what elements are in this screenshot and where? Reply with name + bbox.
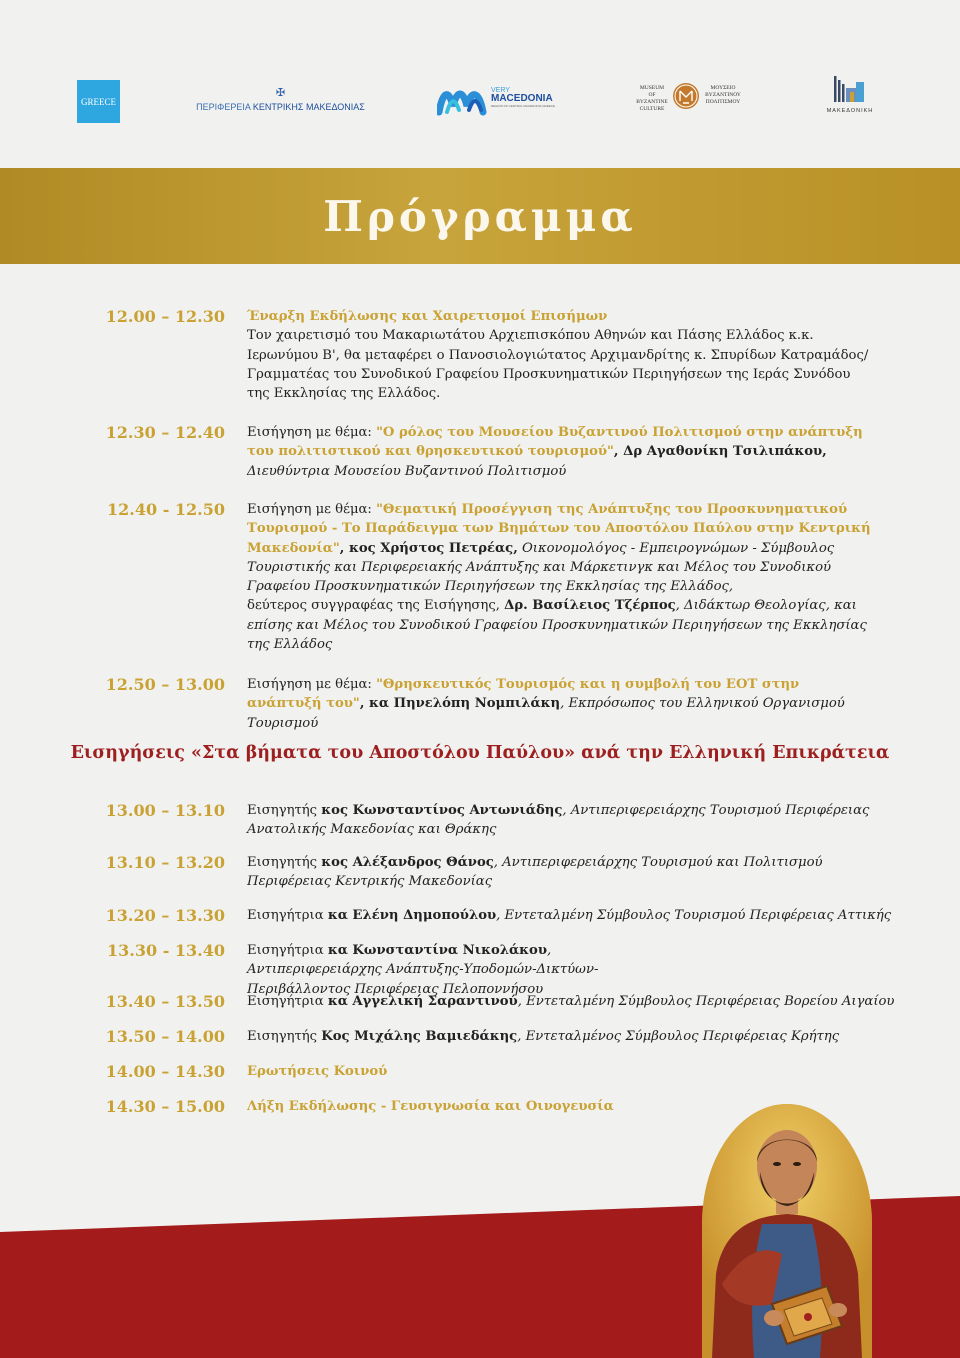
region-emblem-icon: ✠ (275, 87, 286, 99)
schedule-description (247, 1027, 872, 1046)
museum-gr-line2: ΒΥΖΑΝΤΙΝΟΥ (705, 91, 741, 98)
museum-en-line3: CULTURE (639, 105, 665, 112)
apostle-paul-icon (702, 1104, 872, 1358)
schedule-intro: Εισηγήτρια (247, 943, 328, 958)
schedule-description (247, 423, 872, 481)
museum-en-line2: OF BYZANTINE (636, 91, 668, 105)
schedule-speaker: , Δρ Αγαθονίκη Τσιλιπάκου, (613, 444, 827, 460)
museum-seal-icon (673, 83, 699, 109)
schedule-role: , Αντιπεριφερειάρχης Ανάπτυξης-Υποδομών-Δικτύων-Περιβάλλοντος Περιφέρειας Πελοποννήσου (247, 943, 599, 997)
very-macedonia-logo (437, 84, 567, 118)
schedule-role: , Εντεταλμένη Σύμβουλος Τουρισμού Περιφέρειας Αττικής (496, 908, 892, 923)
schedule-role: , Εντεταλμένη Σύμβουλος Περιφέρειας Βορείου Αιγαίου (517, 994, 895, 1009)
schedule-intro: Εισήγηση με θέμα: (247, 425, 377, 440)
very-macedonia-line3: REGION OF CENTRAL MACEDONIA GREECE (491, 103, 555, 108)
schedule-intro: Εισηγητής (247, 855, 322, 870)
greece-logo (77, 80, 120, 123)
title-banner (0, 168, 960, 264)
very-macedonia-line1: VERY (491, 87, 510, 94)
schedule-time: 13.00 – 13.10 (105, 801, 225, 820)
schedule-heading: Έναρξη Εκδήλωσης και Χαιρετισμοί Επισήμων (247, 309, 608, 324)
schedule-time: 13.20 – 13.30 (105, 906, 225, 925)
schedule-speaker: , κα Πηνελόπη Νομπιλάκη (359, 696, 561, 712)
museum-gr-line1: ΜΟΥΣΕΙΟ (710, 85, 736, 91)
makedoniki-building-icon (820, 74, 880, 106)
schedule-co-role: , Διδάκτωρ Θεολογίας, και επίσης και Μέλος του Συνοδικού Γραφείου Προσκυνηματικών Περιηγήσεων της Εκκλησίας της Ελλάδος (247, 598, 867, 653)
greece-logo-text: GREECE (81, 96, 116, 107)
schedule-role: , Αντιπεριφερειάρχης Τουρισμού Περιφέρειας Ανατολικής Μακεδονίας και Θράκης (247, 803, 870, 838)
schedule-speaker: κα Κωνσταντίνα Νικολάκου (327, 943, 547, 958)
schedule-heading: Λήξη Εκδήλωσης - Γευσιγνωσία και Οινογευσία (247, 1099, 614, 1114)
schedule-speaker: κα Αγγελική Σαραντινού (327, 994, 518, 1009)
region-name: ΚΕΝΤΡΙΚΗΣ ΜΑΚΕΔΟΝΙΑΣ (252, 102, 365, 112)
schedule-role: Οικονομολόγος - Εμπειρογνώμων - Σύμβουλος Τουριστικής και Περιφερειακής Ανάπτυξης και Μάρκετινγκ και Μέλος του Συνοδικού Γραφείου Προσκυνηματικών Περιηγήσεων της Εκκλησίας της Ελλάδος, (247, 540, 835, 595)
schedule-intro: Εισηγήτρια (247, 908, 328, 923)
schedule-time: 13.30 - 13.40 (107, 941, 225, 960)
schedule-intro: Εισηγητής (247, 1029, 322, 1044)
schedule-text: Τον χαιρετισμό του Μακαριωτάτου Αρχιεπισκόπου Αθηνών και Πάσης Ελλάδος κ.κ. Ιερωνύμου Β', θα μεταφέρει ο Πανοσιολογιώτατος Αρχιμανδρίτης κ. Σπυρίδων Κατραμάδος/Γραμματέας του Συνοδικού Γραφείου Προσκυνηματικών Περιηγήσεων της Ιεράς Συνόδου της Εκκλησίας της Ελλάδος. (247, 328, 869, 402)
region-central-macedonia-logo (193, 86, 368, 112)
schedule-description (247, 500, 872, 654)
schedule-time: 14.00 – 14.30 (105, 1062, 225, 1081)
very-macedonia-line2: MACEDONIA (491, 93, 553, 105)
schedule-role: , Εντεταλμένος Σύμβουλος Περιφέρειας Κρήτης (517, 1029, 840, 1044)
schedule-intro: Εισηγήτρια (247, 994, 328, 1009)
schedule-description (247, 675, 872, 733)
museum-gr-line3: ΠΟΛΙΤΙΣΜΟΥ (705, 98, 741, 105)
schedule-heading: Ερωτήσεις Κοινού (247, 1064, 388, 1079)
schedule-speaker: Κος Μιχάλης Βαμιεδάκης (321, 1029, 518, 1044)
schedule-topic: "Θεματική Προσέγγιση της Ανάπτυξης του Προσκυνηματικού Τουρισμού - Το Παράδειγμα των Βημάτων του Αποστόλου Παύλου στην Κεντρική Μακεδονία" (247, 502, 871, 556)
schedule-description (247, 853, 872, 892)
museum-byzantine-culture-logo (633, 83, 743, 111)
makedoniki-logo (820, 74, 880, 120)
schedule-time: 12.40 - 12.50 (107, 500, 225, 519)
schedule-speaker: , κος Χρήστος Πετρέας, (339, 540, 518, 556)
museum-en-line1: MUSEUM (639, 85, 665, 91)
schedule-speaker: κος Αλέξανδρος Θάνος (321, 855, 494, 870)
schedule-description (247, 992, 895, 1011)
schedule-time: 12.00 – 12.30 (105, 307, 225, 326)
schedule-co-speaker: Δρ. Βασίλειος Τζέρπος (504, 598, 676, 614)
schedule-topic: "Θρησκευτικός Τουρισμός και η συμβολή του ΕΟΤ στην ανάπτυξή του" (247, 677, 800, 712)
schedule-intro: Εισήγηση με θέμα: (247, 502, 377, 517)
schedule-description (247, 1062, 872, 1081)
logo-strip (0, 0, 960, 170)
schedule-description (247, 801, 872, 840)
schedule-time: 12.50 – 13.00 (105, 675, 225, 694)
region-prefix: ΠΕΡΙΦΕΡΕΙΑ (196, 102, 251, 112)
section-heading: Εισηγήσεις «Στα βήματα του Αποστόλου Παύλου» ανά την Ελληνική Επικράτεια (70, 743, 890, 763)
schedule-topic: "Ο ρόλος του Μουσείου Βυζαντινού Πολιτισμού στην ανάπτυξη του πολιτιστικού και θρησκευτικού τουρισμού" (247, 425, 863, 460)
schedule-speaker: κα Ελένη Δημοπούλου (327, 908, 497, 923)
schedule-description (247, 941, 677, 999)
schedule-intro: Εισήγηση με θέμα: (247, 677, 377, 692)
schedule-time: 13.10 – 13.20 (105, 853, 225, 872)
very-macedonia-wave-icon (437, 86, 489, 116)
schedule-time: 12.30 – 12.40 (105, 423, 225, 442)
schedule-speaker: κος Κωνσταντίνος Αντωνιάδης (321, 803, 563, 818)
schedule-co-prefix: δεύτερος συγγραφέας της Εισήγησης, (247, 598, 505, 614)
schedule-description (247, 307, 872, 403)
page-title: Πρόγραμμα (323, 191, 637, 241)
schedule-time: 14.30 – 15.00 (105, 1097, 225, 1116)
makedoniki-label: ΜΑΚΕΔΟΝΙΚΗ (826, 108, 874, 114)
schedule-role: Διευθύντρια Μουσείου Βυζαντινού Πολιτισμού (247, 463, 567, 479)
schedule-intro: Εισηγητής (247, 803, 322, 818)
schedule-time: 13.40 – 13.50 (105, 992, 225, 1011)
schedule-description (247, 906, 892, 925)
schedule-role: , Εκπρόσωπος του Ελληνικού Οργανισμού Τουρισμού (247, 696, 845, 731)
apostle-paul-illustration-icon (702, 1104, 872, 1358)
schedule-role: , Αντιπεριφερειάρχης Τουρισμού και Πολιτισμού Περιφέρειας Κεντρικής Μακεδονίας (247, 855, 823, 890)
schedule-time: 13.50 – 14.00 (105, 1027, 225, 1046)
